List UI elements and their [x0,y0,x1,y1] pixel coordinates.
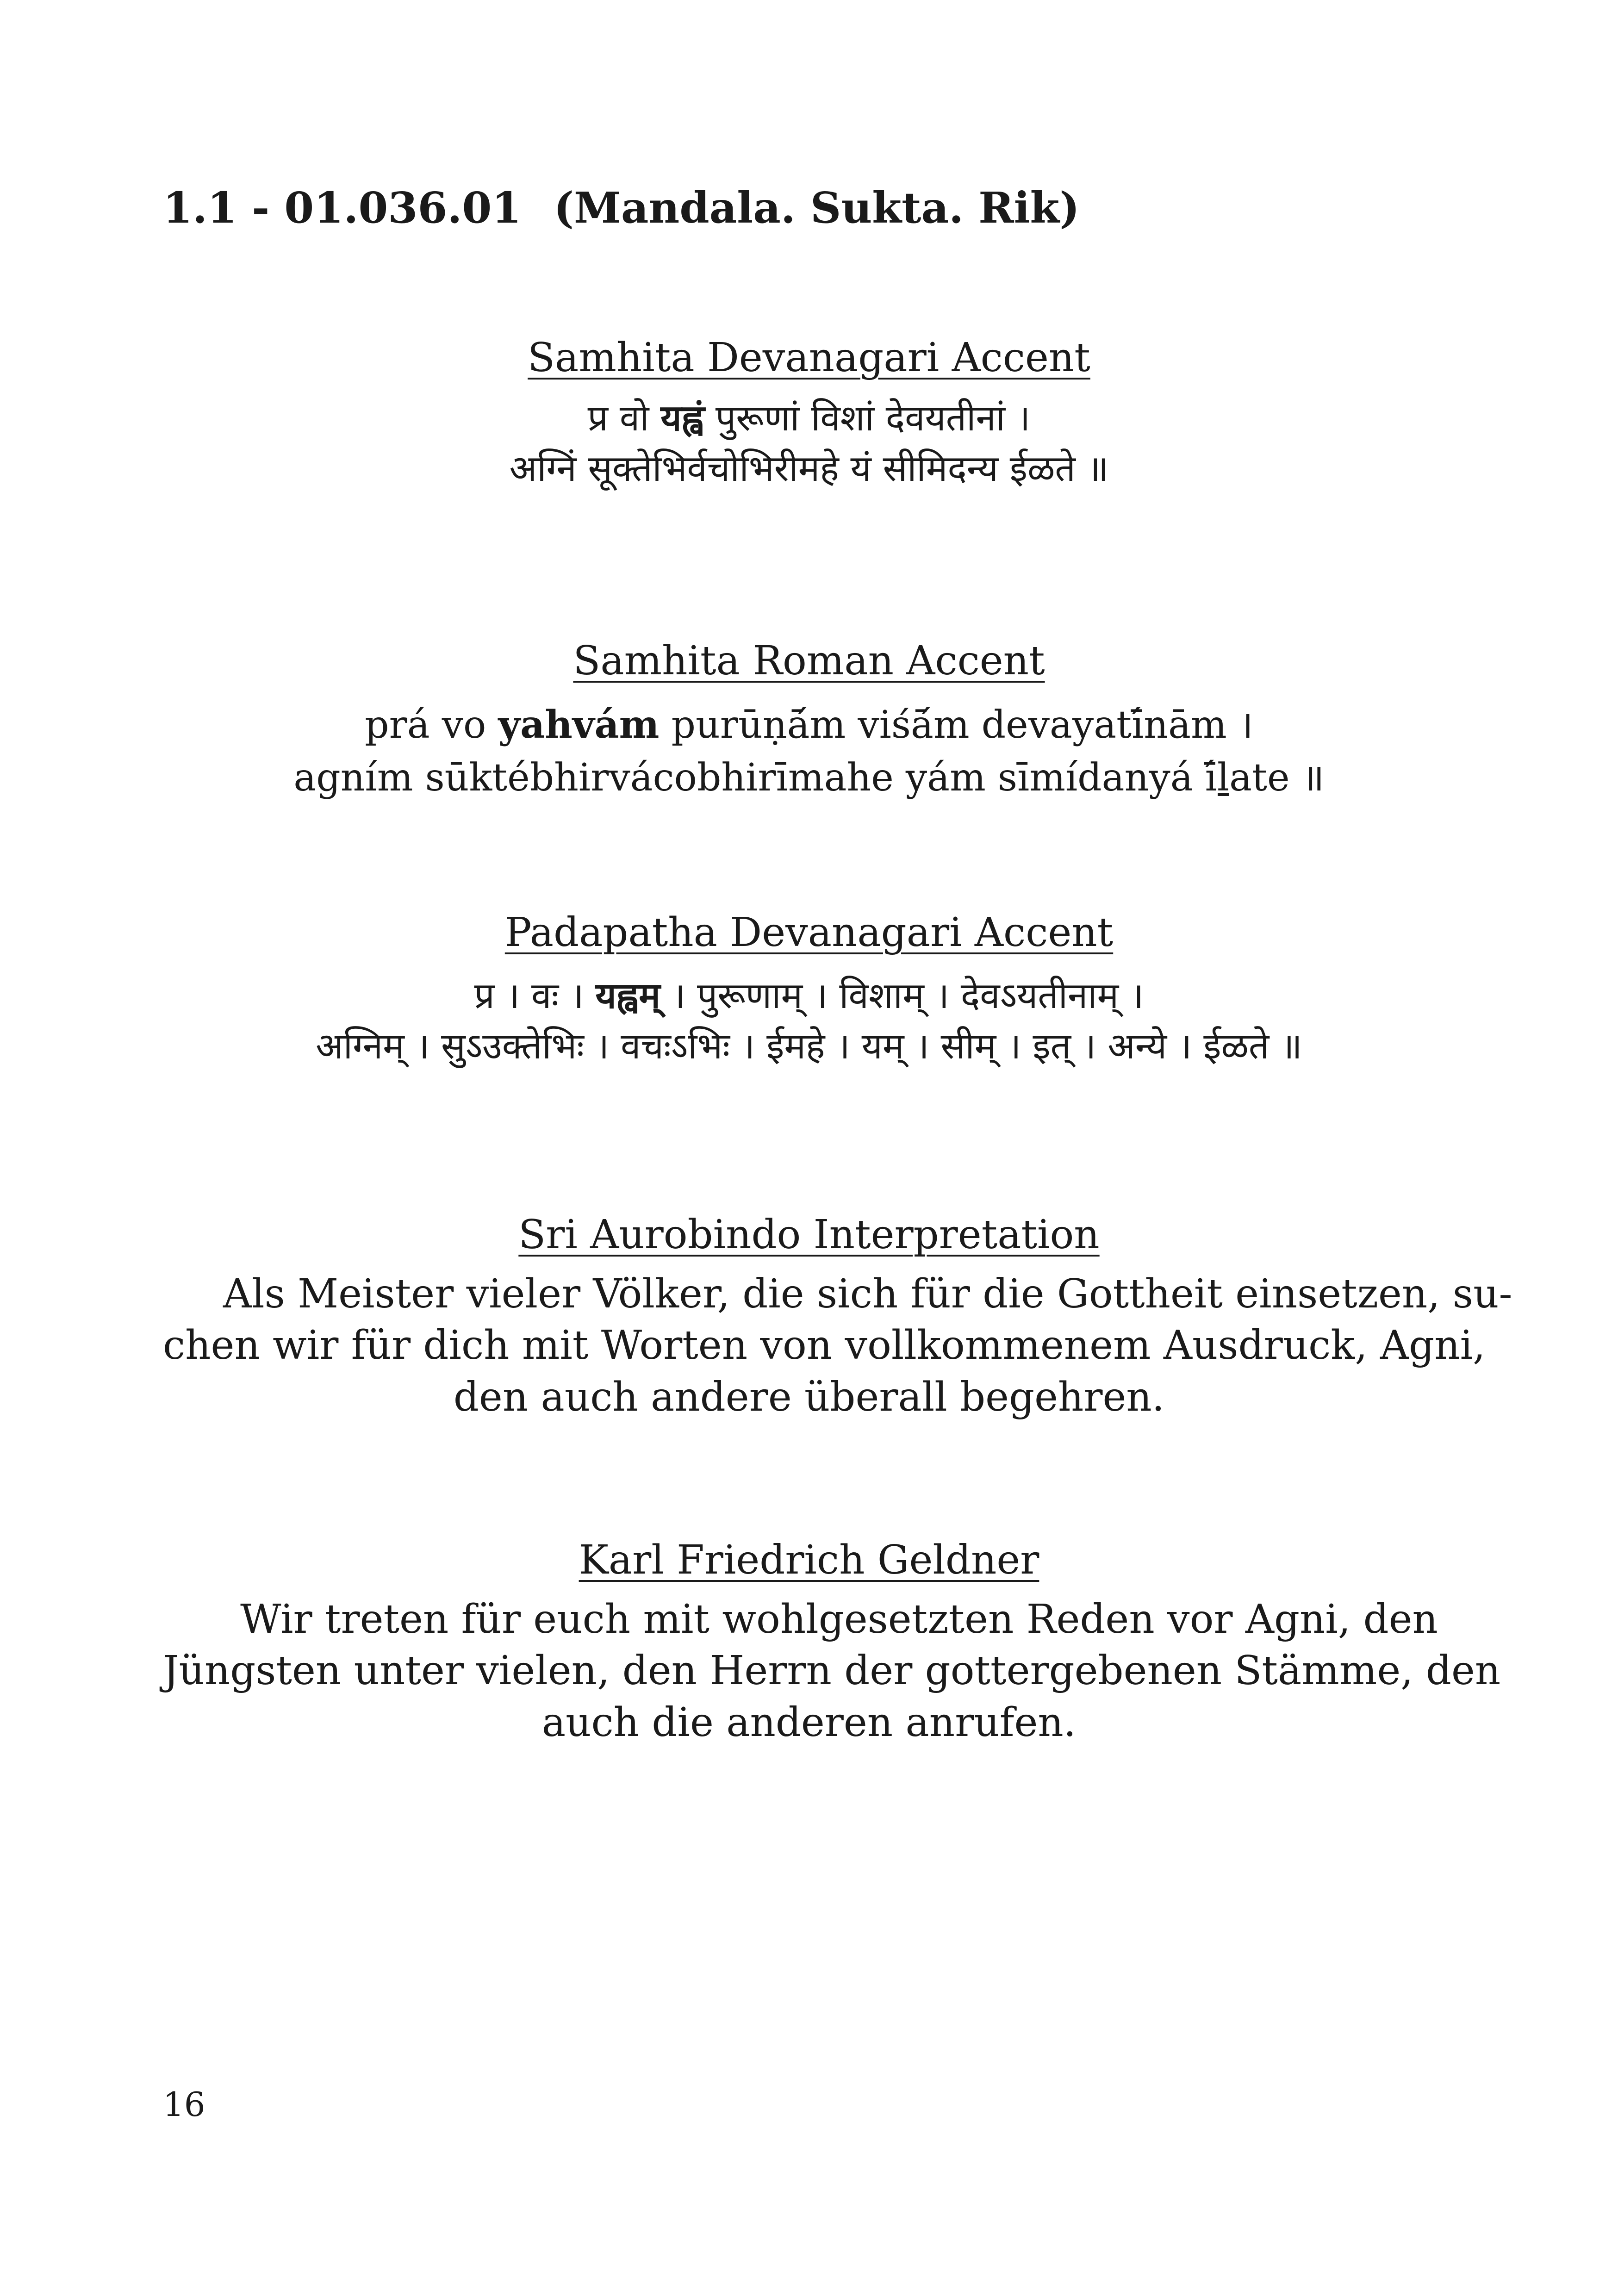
page-number: 16 [163,2085,205,2124]
samhita-devanagari-section [163,333,1455,494]
paragraph-line: auch die anderen anrufen. [541,1699,1077,1746]
paragraph-line: Wir treten für euch mit wohlgesetzten Reden vor Agni, den [240,1596,1438,1643]
section-title: Samhita Roman Accent [573,638,1045,684]
paragraph-line: den auch andere überall begehren. [453,1374,1165,1421]
verse-line-2: अग्निम् । सुऽउक्तेभिः । वचःऽभिः । ईमहे । यम् । सीम् । इत् । अन्ये । ईळते ॥ [316,1025,1302,1067]
verse-line-1 [163,698,1455,752]
verse-line-2: अग्निं सूक्तेभिर्वचोभिरीमहे यं सीमिदन्य ईळते ॥ [509,448,1109,490]
paragraph-line: Jüngsten unter vielen, den Herrn der gottergebenen Stämme, den [163,1648,1501,1694]
paragraph-line: Als Meister vieler Völker, die sich für die Gottheit einsetzen, su- [223,1270,1512,1317]
emphasized-word: यह्वं [660,397,704,439]
reference-scheme: (Mandala. Sukta. Rik) [554,183,1080,233]
emphasized-word: yahvám [498,702,660,747]
translation-paragraph [163,1594,1501,1749]
verse-text: प्र वो [587,397,661,439]
geldner-section [163,1536,1501,1749]
verse [163,698,1455,805]
padapatha-devanagari-section [163,908,1455,1072]
verse-text: prá vo [365,703,498,747]
section-title: Sri Aurobindo Interpretation [518,1212,1100,1258]
verse-line-2: agním sūktébhirvácobhirīmahe yám sīmídanyá ī́ḻate ॥ [293,756,1325,800]
paragraph-line: chen wir für dich mit Worten von vollkommenem Ausdruck, Agni, [163,1322,1486,1369]
verse-text: । पुरूणाम् । विशाम् । देवऽयतीनाम् । [660,975,1144,1017]
section-title: Karl Friedrich Geldner [579,1537,1039,1583]
section-title: Padapatha Devanagari Accent [504,909,1114,956]
verse-line-1 [163,393,1455,444]
verse-text: purūṇā́m viśā́m devayatī́nām । [659,703,1253,747]
emphasized-word: यह्वम् [595,975,660,1017]
translation-paragraph [163,1269,1512,1424]
samhita-roman-section [163,636,1455,805]
aurobindo-section [163,1210,1512,1424]
verse [163,393,1455,494]
verse-line-1 [163,971,1455,1021]
verse-reference: 1.1 - 01.036.01 [163,183,522,233]
verse [163,971,1455,1072]
section-title: Samhita Devanagari Accent [528,335,1090,381]
page-header [163,183,1080,233]
verse-text: प्र । वः । [474,975,596,1017]
verse-text: पुरूणां विशां देवयतीनां । [704,397,1031,439]
